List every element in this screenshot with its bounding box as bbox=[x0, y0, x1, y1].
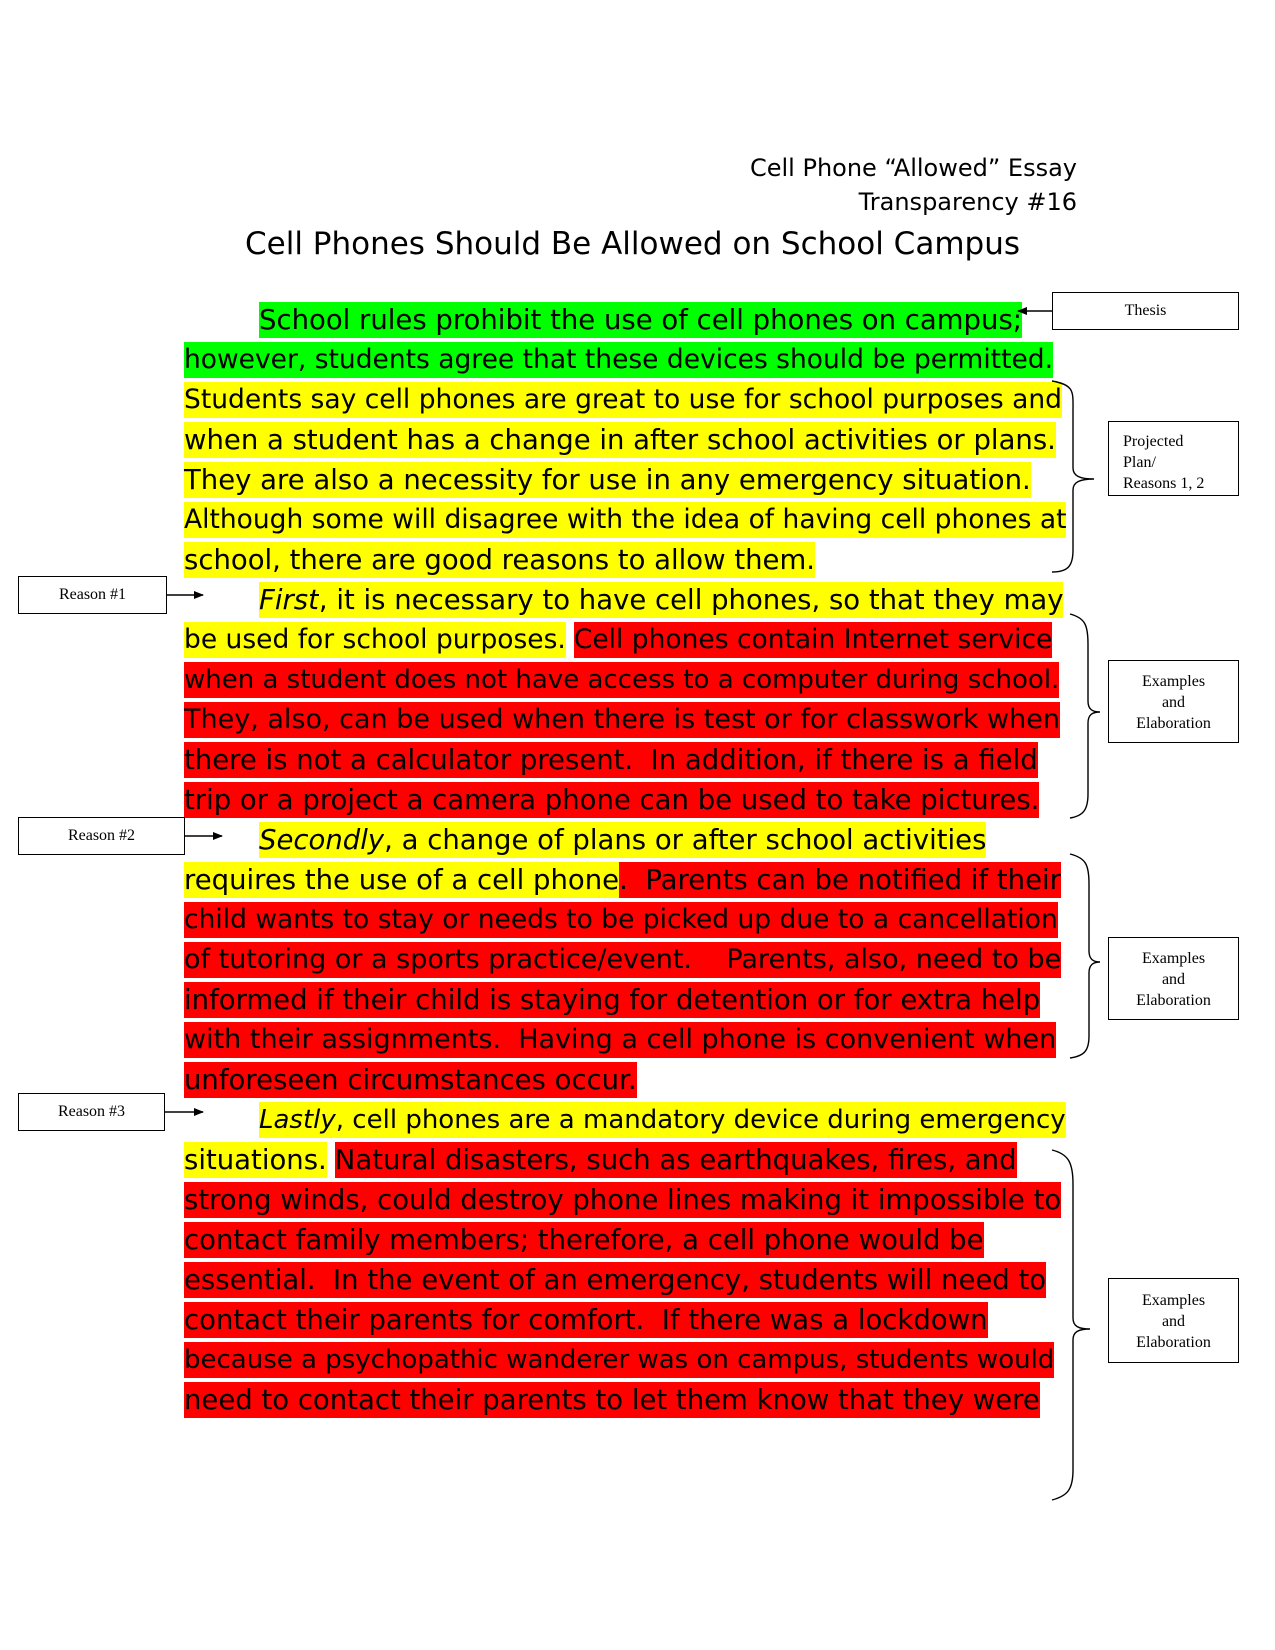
red-highlighted-text: trip or a project a camera phone can be used to take pictures. bbox=[184, 784, 1040, 816]
examples-label-1-line2: and bbox=[1161, 694, 1186, 711]
reason-2-label: Reason #2 bbox=[67, 827, 136, 844]
yellow-highlighted-text: First bbox=[259, 584, 319, 616]
examples-2-brace-icon bbox=[1070, 854, 1100, 1058]
projected-plan-label-line1: Projected bbox=[1123, 433, 1184, 450]
red-highlighted-text: strong winds, could destroy phone lines making it impossible to bbox=[184, 1184, 1062, 1216]
red-highlighted-text: contact family members; therefore, a cell phone would be bbox=[184, 1224, 984, 1256]
yellow-highlighted-text: Although some will disagree with the idea of having cell phones at bbox=[184, 502, 1066, 538]
yellow-highlighted-text: situations. bbox=[184, 1144, 327, 1176]
projected-plan-label-line3: Reasons 1, 2 bbox=[1123, 475, 1205, 492]
examples-label-3-line2: and bbox=[1161, 1313, 1186, 1330]
red-highlighted-text: there is not a calculator present. In addition, if there is a field bbox=[184, 744, 1038, 776]
red-highlighted-text: need to contact their parents to let them know that they were bbox=[184, 1384, 1040, 1416]
examples-label-3-line1: Examples bbox=[1141, 1292, 1206, 1309]
red-highlighted-text: . Parents can be notified if their bbox=[619, 864, 1061, 896]
red-highlighted-text: of tutoring or a sports practice/event. Parents, also, need to be bbox=[184, 942, 1061, 978]
examples-label-1-line3: Elaboration bbox=[1136, 715, 1211, 732]
examples-label-2-line2: and bbox=[1161, 971, 1186, 988]
reason-3-label: Reason #3 bbox=[57, 1103, 126, 1120]
yellow-highlighted-text: Secondly bbox=[259, 824, 385, 856]
examples-label-1-line1: Examples bbox=[1141, 673, 1206, 690]
yellow-highlighted-text: requires the use of a cell phone bbox=[184, 864, 620, 896]
red-highlighted-text: child wants to stay or needs to be picked up due to a cancellation bbox=[184, 902, 1058, 938]
examples-label-2-line1: Examples bbox=[1141, 950, 1206, 967]
green-highlighted-text: School rules prohibit the use of cell phones on campus; bbox=[259, 304, 1023, 336]
red-highlighted-text: Natural disasters, such as earthquakes, fires, and bbox=[334, 1144, 1017, 1176]
thesis-label: Thesis bbox=[1124, 302, 1167, 319]
yellow-highlighted-text: They are also a necessity for use in any emergency situation. bbox=[184, 464, 1031, 496]
green-highlighted-text: however, students agree that these devices should be permitted. bbox=[184, 342, 1053, 378]
red-highlighted-text: contact their parents for comfort. If there was a lockdown bbox=[184, 1304, 988, 1336]
transparency-subtitle-line2: Transparency #16 bbox=[858, 188, 1077, 216]
yellow-highlighted-text: Lastly bbox=[259, 1102, 336, 1138]
red-highlighted-text: unforeseen circumstances occur. bbox=[184, 1064, 637, 1096]
plan-brace-icon bbox=[1052, 381, 1094, 572]
yellow-highlighted-text: Students say cell phones are great to use for school purposes and bbox=[184, 382, 1062, 418]
essay-title: Cell Phones Should Be Allowed on School Campus bbox=[244, 226, 1020, 262]
yellow-highlighted-text: , a change of plans or after school activities bbox=[384, 824, 987, 856]
transparency-subtitle-line1: Cell Phone “Allowed” Essay bbox=[749, 154, 1077, 182]
red-highlighted-text: They, also, can be used when there is test or for classwork when bbox=[184, 702, 1060, 738]
examples-1-brace-icon bbox=[1070, 614, 1100, 818]
yellow-highlighted-text: school, there are good reasons to allow them. bbox=[184, 544, 815, 576]
examples-label-2-line3: Elaboration bbox=[1136, 992, 1211, 1009]
projected-plan-label-line2: Plan/ bbox=[1123, 454, 1156, 471]
reason-1-label: Reason #1 bbox=[58, 586, 127, 603]
red-highlighted-text: informed if their child is staying for detention or for extra help bbox=[184, 984, 1041, 1016]
red-highlighted-text: essential. In the event of an emergency, students will need to bbox=[184, 1264, 1047, 1296]
red-highlighted-text: with their assignments. Having a cell phone is convenient when bbox=[184, 1022, 1056, 1058]
yellow-highlighted-text: , it is necessary to have cell phones, so that they may bbox=[318, 584, 1064, 616]
yellow-highlighted-text: be used for school purposes. bbox=[184, 622, 566, 658]
red-highlighted-text: when a student does not have access to a computer during school. bbox=[184, 662, 1059, 698]
yellow-highlighted-text: , cell phones are a mandatory device during emergency bbox=[336, 1102, 1066, 1138]
red-highlighted-text: because a psychopathic wanderer was on campus, students would bbox=[184, 1342, 1054, 1378]
examples-3-brace-icon bbox=[1052, 1150, 1090, 1500]
examples-label-3-line3: Elaboration bbox=[1136, 1334, 1211, 1351]
red-highlighted-text: Cell phones contain Internet service bbox=[574, 622, 1052, 658]
yellow-highlighted-text: when a student has a change in after school activities or plans. bbox=[184, 424, 1056, 456]
